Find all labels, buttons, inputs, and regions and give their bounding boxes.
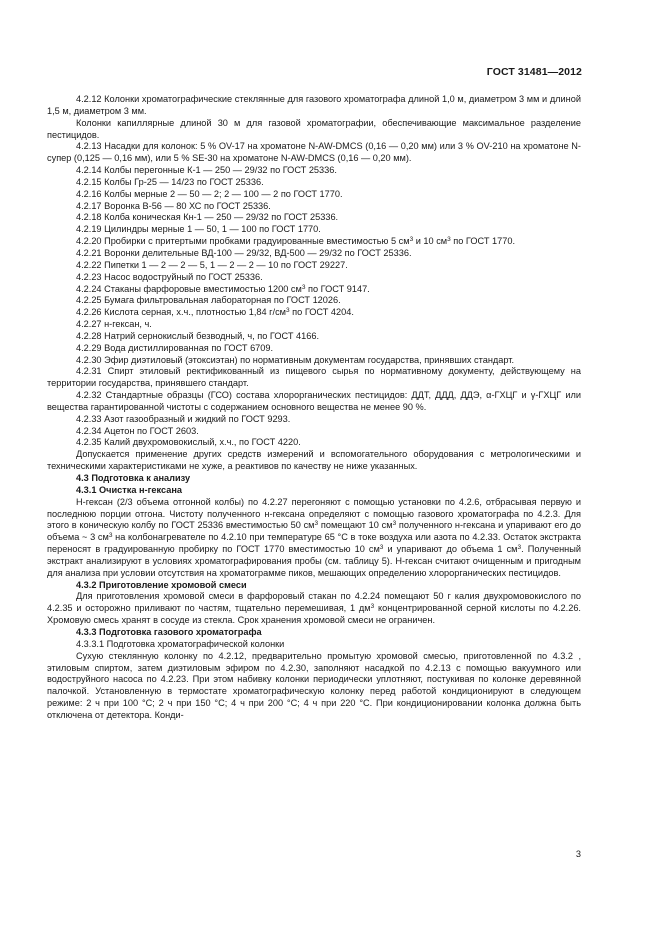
text-run: концентрированной серной кислоты по 4.2.26. Хромовую смесь хранят в сосуде из стекла. Срок хранения хромовой смеси не ограничен.	[47, 603, 581, 626]
text-run: 4.2.24 Стаканы фарфоровые вместимостью 1200 см	[76, 283, 302, 294]
text-run: и 10 см	[413, 236, 448, 247]
paragraph: Колонки капиллярные длиной 30 м для газовой хроматографии, обеспечивающие максимальное разделение пестицидов.	[47, 117, 581, 140]
text-run: полученного н-гексана и упаривают его до объема ~ 3 см	[47, 520, 581, 543]
paragraph: 4.2.23 Насос водоструйный по ГОСТ 25336.	[76, 271, 263, 282]
paragraph: 4.2.13 Насадки для колонок: 5 % OV-17 на хроматоне N-AW-DMCS (0,16 — 0,20 мм) или 3 % OV-210 на хроматоне N-супер (0,125 — 0,16 мм), или 5 % SE-30 на хроматоне N-AW-DMCS (0,16 — 0,20 мм).	[47, 141, 581, 164]
paragraph: 4.2.17 Воронка В-56 — 80 ХС по ГОСТ 25336.	[76, 200, 271, 211]
paragraph	[47, 497, 581, 580]
paragraph: 4.3.3.1 Подготовка хроматографической колонки	[76, 638, 285, 649]
text-run: . Полученный экстракт анализируют в условиях хроматографирования пробы (см. таблицу 5). Н-гексан считают очищенным и пригодным для анализа при условии отсутствия на хроматограмме пиков, мешающих определению хлорорганических пестицидов.	[47, 544, 581, 578]
paragraph: 4.2.34 Ацетон по ГОСТ 2603.	[76, 425, 199, 436]
superscript: 3	[370, 603, 375, 611]
text-run: по ГОСТ 4204.	[289, 307, 354, 318]
text-run: на колбонагревателе по 4.2.10 при температуре 65 °С в токе воздуха или азота по 4.2.33. Остаток экстракта переносят в градуированную пробирку по ГОСТ 1770 вместимостью 10 см	[47, 532, 581, 555]
page-header: ГОСТ 31481—2012	[486, 66, 582, 78]
section-heading: 4.3.1 Очистка н-гексана	[76, 484, 182, 495]
section-heading: 4.3.2 Приготовление хромовой смеси	[76, 579, 247, 590]
paragraph: 4.2.29 Вода дистиллированная по ГОСТ 6709.	[76, 342, 274, 353]
text-run: по ГОСТ 1770.	[450, 236, 516, 247]
paragraph: 4.2.19 Цилиндры мерные 1 — 50, 1 — 100 по ГОСТ 1770.	[76, 224, 321, 235]
paragraph: 4.2.28 Натрий сернокислый безводный, ч, по ГОСТ 4166.	[76, 330, 320, 341]
text-run: Н-гексан (2/3 объема отгонной колбы) по 4.2.27 перегоняют с помощью установки по 4.2.6, отбрасывая первую и последнюю порции отгона. Чистоту полученного н-гексана определяют с помощью газового хроматографа по 4.2.3. Для этого в коническую колбу по ГОСТ 25336 вместимостью 50 см	[47, 496, 581, 531]
paragraph: 4.2.35 Калий двухромовокислый, х.ч., по ГОСТ 4220.	[76, 437, 301, 448]
paragraph: 4.2.14 Колбы перегонные К-1 — 250 — 29/32 по ГОСТ 25336.	[76, 165, 337, 176]
text-run: и упаривают до объема 1 см	[383, 544, 518, 555]
paragraph: 4.2.15 Колбы Гр-25 — 14/23 по ГОСТ 25336.	[76, 176, 264, 187]
paragraph: 4.2.27 н-гексан, ч.	[76, 319, 152, 330]
superscript: 3	[379, 544, 384, 552]
paragraph: 4.2.25 Бумага фильтровальная лабораторная по ГОСТ 12026.	[76, 295, 341, 306]
paragraph: 4.2.22 Пипетки 1 — 2 — 2 — 5, 1 — 2 — 2 — 10 по ГОСТ 29227.	[76, 259, 348, 270]
paragraph: 4.2.16 Колбы мерные 2 — 50 — 2; 2 — 100 — 2 по ГОСТ 1770.	[76, 188, 343, 199]
superscript: 3	[517, 544, 522, 552]
page-number: 3	[575, 849, 581, 859]
paragraph: 4.2.30 Эфир диэтиловый (этоксиэтан) по нормативным документам государства, принявших стандарт.	[76, 354, 515, 365]
superscript: 3	[314, 520, 319, 528]
text-run: помещают 10 см	[318, 520, 393, 531]
text-run: по ГОСТ 9147.	[305, 283, 370, 294]
superscript: 3	[301, 283, 306, 291]
paragraph	[47, 591, 581, 627]
paragraph: Сухую стеклянную колонку по 4.2.12, предварительно промытую хромовой смесью, приготовленной по 4.3.2 , этиловым спиртом, затем диэтиловым эфиром по 4.2.30, заполняют насадкой по 4.2.13 с помощью вакуумного или водоструйного насоса по 4.2.23. При этом набивку колонки периодически уплотняют, постукивая по колонке деревянной палочкой. Установленную в термостате хроматографическую колонку перед работой кондиционируют в следующем режиме: 2 ч при 100 °С; 2 ч при 150 °С; 4 ч при 200 °С; 4 ч при 220 °С. При кондиционировании колонка должна быть отключена от детектора. Конди-	[47, 650, 581, 720]
paragraph	[47, 236, 581, 248]
superscript: 3	[286, 307, 290, 315]
superscript: 3	[392, 520, 397, 528]
paragraph	[47, 307, 581, 319]
text-run: Для приготовления хромовой смеси в фарфоровый стакан по 4.2.24 помещают 50 г калия двухромовокислого по 4.2.35 и осторожно приливают по частям, тщательно перемешивая, 1 дм	[47, 591, 581, 614]
section-heading: 4.3 Подготовка к анализу	[76, 473, 191, 483]
section-heading: 4.3.3 Подготовка газового хроматографа	[76, 626, 262, 637]
text-run: 4.2.26 Кислота серная, х.ч., плотностью 1,84 г/см	[76, 307, 286, 318]
superscript: 3	[409, 236, 414, 244]
paragraph: 4.2.12 Колонки хроматографические стеклянные для газового хроматографа длиной 1,0 м, диаметром 3 мм и длиной 1,5 м, диаметром 3 мм.	[47, 94, 581, 116]
paragraph: 4.2.18 Колба коническая Кн-1 — 250 — 29/32 по ГОСТ 25336.	[76, 212, 339, 223]
paragraph: Допускается применение других средств измерений и вспомогательного оборудования с метрологическими и техническими характеристиками не хуже, а реактивов по качеству не ниже указанных.	[47, 449, 581, 472]
paragraph	[47, 284, 581, 296]
paragraph: 4.2.31 Спирт этиловый ректификованный из пищевого сырья по нормативному документу, действующему на территории государства, принявшего стандарт.	[47, 366, 581, 389]
superscript: 3	[108, 532, 113, 540]
paragraph: 4.2.21 Воронки делительные ВД-100 — 29/32, ВД-500 — 29/32 по ГОСТ 25336.	[76, 247, 412, 258]
paragraph: 4.2.32 Стандартные образцы (ГСО) состава хлорорганических пестицидов: ДДТ, ДДД, ДДЭ, α-ГХЦГ и γ-ГХЦГ или вещества гарантированной чистоты с содержанием основного вещества не менее 90 %.	[47, 390, 581, 412]
text-run: 4.2.20 Пробирки с притертыми пробками градуированные вместимостью 5 см	[76, 236, 410, 247]
document-body	[47, 94, 581, 722]
superscript: 3	[447, 236, 451, 244]
paragraph: 4.2.33 Азот газообразный и жидкий по ГОСТ 9293.	[76, 413, 291, 424]
